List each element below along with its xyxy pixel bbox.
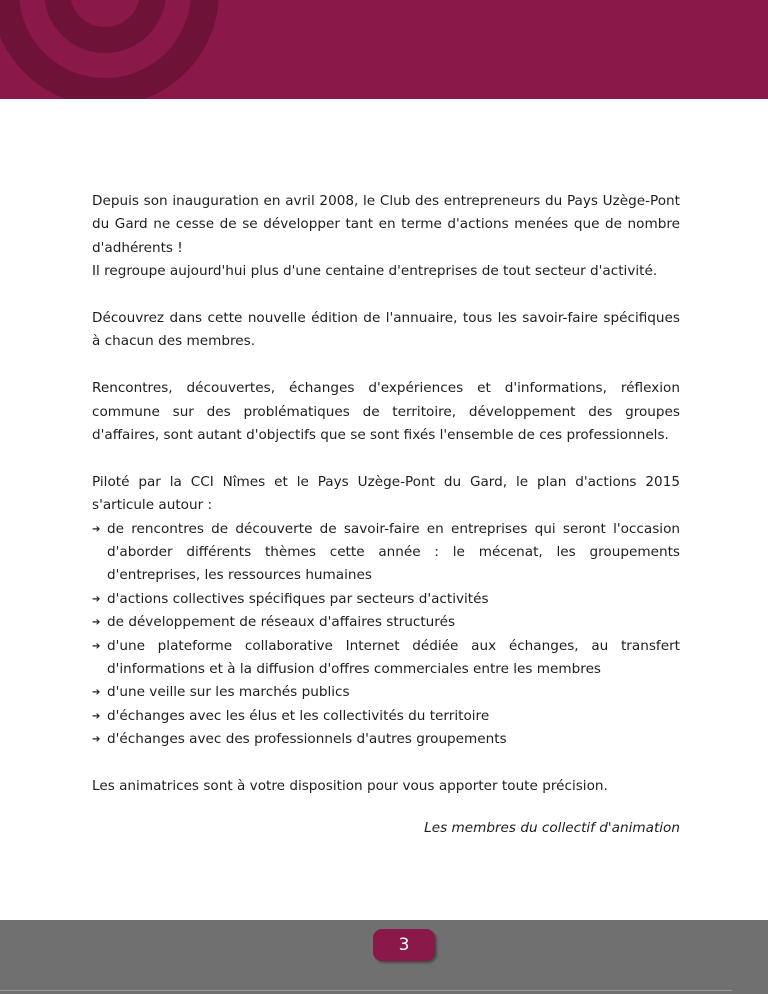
paragraph-text: Rencontres, découvertes, échanges d'expériences et d'informations, réflexion commune sur des problématiques de territoire, développement des groupes d'affaires, sont autant d'objectifs que se sont fixés l'ensemble de ces professionnels. — [92, 380, 680, 444]
arrow-right-icon: ➔ — [92, 593, 101, 605]
list-item — [92, 588, 680, 611]
list-item-text: d'échanges avec les élus et les collectivités du territoire — [107, 707, 490, 724]
arrow-right-icon: ➔ — [92, 617, 101, 629]
list-item — [92, 611, 680, 634]
paragraph-text: Les animatrices sont à votre disposition pour vous apporter toute précision. — [92, 778, 608, 795]
arrow-right-icon: ➔ — [92, 687, 101, 699]
list-item — [92, 705, 680, 728]
list-item-text: de rencontres de découverte de savoir-faire en entreprises qui seront l'occasion d'aborder différents thèmes cette année : le mécenat, les groupements d'entreprises, les ressources humaines — [107, 520, 680, 584]
paragraph-objectives — [92, 377, 680, 447]
arrow-right-icon: ➔ — [92, 523, 101, 535]
paragraph-action-plan — [92, 471, 680, 518]
closing-paragraph — [92, 775, 680, 798]
list-item-text: d'échanges avec des professionnels d'autres groupements — [107, 731, 507, 748]
header-band — [0, 0, 768, 99]
concentric-circles-decoration — [0, 0, 768, 99]
paragraph-text: Il regroupe aujourd'hui plus d'une centaine d'entreprises de tout secteur d'activité. — [92, 263, 658, 280]
paragraph-text: Découvrez dans cette nouvelle édition de l'annuaire, tous les savoir-faire spécifiques à chacun des membres. — [92, 310, 680, 350]
list-item — [92, 635, 680, 682]
paragraph-text: Depuis son inauguration en avril 2008, le Club des entrepreneurs du Pays Uzège-Pont du Gard ne cesse de se développer tant en terme d'actions menées que de nombre d'adhérents ! — [92, 193, 680, 256]
footer-divider — [0, 990, 732, 991]
list-item-text: d'une veille sur les marchés publics — [107, 684, 350, 701]
arrow-right-icon: ➔ — [92, 640, 101, 652]
list-item — [92, 728, 680, 751]
paragraph-directory — [92, 307, 680, 354]
intro-text — [92, 190, 680, 822]
list-item-text: d'une plateforme collaborative Internet dédiée aux échanges, au transfert d'informations et à la diffusion d'offres commerciales entre les membres — [107, 637, 680, 678]
paragraph-inauguration — [92, 190, 680, 260]
signature: Les membres du collectif d'animation — [424, 820, 680, 836]
paragraph-text: Piloté par la CCI Nîmes et le Pays Uzège-Pont du Gard, le plan d'actions 2015 s'articule autour : — [92, 473, 680, 514]
list-item — [92, 681, 680, 704]
list-item-text: d'actions collectives spécifiques par secteurs d'activités — [107, 590, 489, 607]
list-item — [92, 518, 680, 588]
list-item-text: de développement de réseaux d'affaires structurés — [107, 614, 456, 631]
arrow-right-icon: ➔ — [92, 710, 101, 722]
paragraph-members — [92, 260, 680, 283]
page-number: 3 — [373, 929, 435, 961]
arrow-right-icon: ➔ — [92, 734, 101, 746]
action-plan-list — [92, 518, 680, 752]
